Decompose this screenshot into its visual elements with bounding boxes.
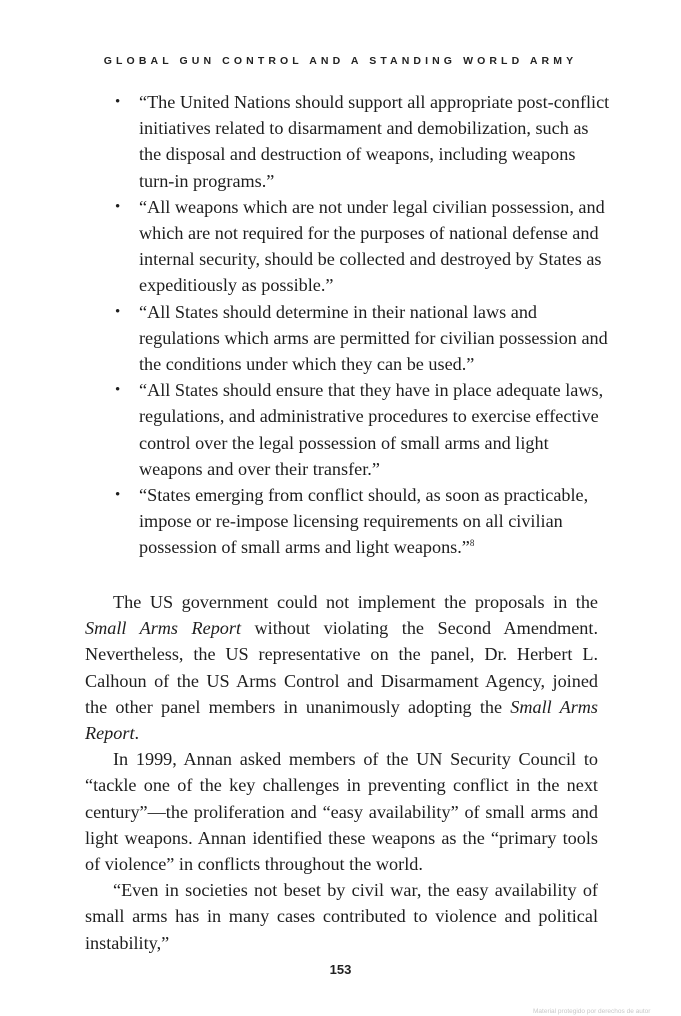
list-item [110, 377, 610, 482]
paragraph-text: The US government could not implement the proposals in the [113, 592, 598, 612]
list-item-text: “All States should ensure that they have in place adequate laws, regulations, and administrative procedures to exercise effective control over the legal possession of small arms and light weapons and over their transfer.” [139, 380, 604, 479]
list-item-text: “The United Nations should support all appropriate post-conflict initiatives related to disarmament and demobilization, such as the disposal and destruction of weapons, including weapons turn-in programs.” [139, 92, 610, 191]
list-item [110, 194, 610, 299]
italic-title: Small Arms Report [85, 696, 599, 744]
list-item [110, 482, 610, 561]
paragraph [85, 589, 598, 746]
bullet-icon: • [115, 303, 121, 320]
page-number: 153 [329, 962, 352, 977]
bullet-icon: • [115, 382, 121, 399]
bullet-icon: • [115, 487, 121, 504]
list-item [110, 299, 610, 378]
running-head: GLOBAL GUN CONTROL AND A STANDING WORLD ARMY [103, 55, 578, 67]
body-text [85, 589, 598, 956]
italic-title: Small Arms Report [85, 618, 242, 639]
bullet-icon: • [115, 94, 121, 110]
copyright-watermark: Material protegido por derechos de autor [533, 1008, 651, 1015]
paragraph-text: . [134, 723, 140, 744]
list-item-text: “All weapons which are not under legal civilian possession, and which are not required for the purposes of national defense and internal security, should be collected and destroyed by States as expeditiously as possible.” [139, 196, 605, 296]
bullet-icon: • [115, 198, 121, 215]
paragraph: “Even in societies not beset by civil war, the easy availability of small arms has in many cases contributed to violence and political instability,” [85, 880, 598, 953]
footnote-marker[interactable]: 8 [469, 538, 475, 549]
paragraph-text: without violating the Second Amendment. Nevertheless, the US representative on the panel, Dr. Herbert L. Calhoun of the US Arms Control and Disarmament Agency, joined the other panel members in unanimously adopting the [85, 618, 598, 717]
list-item-text: “States emerging from conflict should, as soon as practicable, impose or re-impose licensing requirements on all civilian possession of small arms and light weapons.” [139, 485, 589, 558]
list-item [110, 89, 610, 194]
quoted-recommendations-list [110, 89, 610, 561]
list-item-text: “All States should determine in their national laws and regulations which arms are permitted for civilian possession and the conditions under which they can be used.” [139, 301, 608, 375]
paragraph: In 1999, Annan asked members of the UN Security Council to “tackle one of the key challenges in preventing conflict in the next century”—the proliferation and “easy availability” of small arms and light weapons. Annan identified these weapons as the “primary tools of violence” in conflicts throughout the world. [85, 749, 598, 875]
